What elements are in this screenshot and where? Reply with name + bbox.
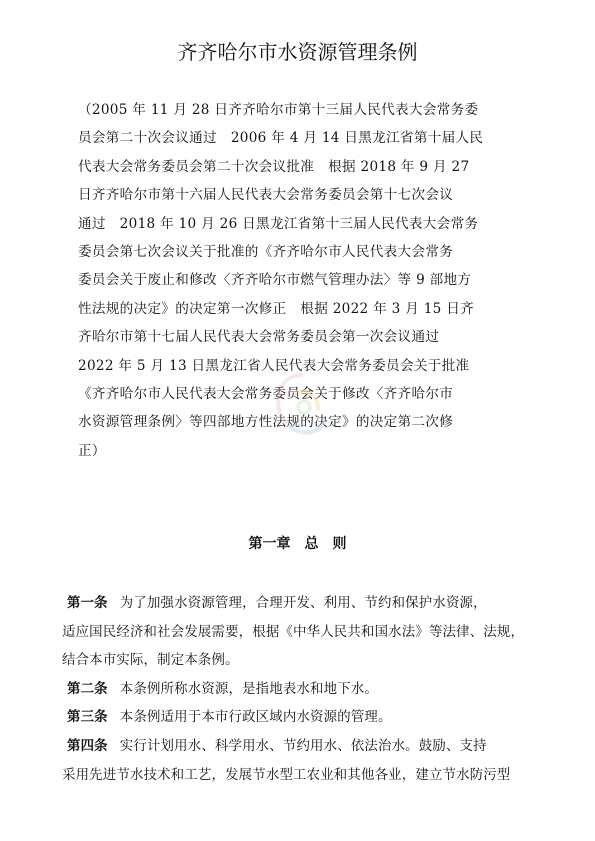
preamble-line: 《齐齐哈尔市人民代表大会常务委员会关于修改〈齐齐哈尔市: [78, 386, 454, 403]
preamble-line: 委员会关于废止和修改〈齐齐哈尔市燃气管理办法〉等 9 部地方: [78, 272, 472, 289]
article-label: 第二条: [67, 681, 108, 697]
article-label: 第四条: [67, 738, 108, 754]
articles: [62, 590, 562, 790]
document-title: 齐齐哈尔市水资源管理条例: [177, 40, 418, 64]
article-1-line: [62, 590, 562, 619]
preamble-line: 日齐齐哈尔市第十六届人民代表大会常务委员会第十七次会议: [78, 187, 454, 204]
preamble-line: 2022 年 5 月 13 日黑龙江省人民代表大会常务委员会关于批准: [78, 357, 470, 374]
article-text: 本条例适用于本市行政区域内水资源的管理。: [119, 710, 392, 726]
article-2-line: [62, 676, 562, 705]
article-label: 第三条: [67, 710, 108, 726]
preamble-line: 代表大会常务委员会第二十次会议批准 根据 2018 年 9 月 27: [78, 158, 470, 175]
preamble-line: 正）: [78, 442, 106, 459]
article-3-line: [62, 704, 562, 733]
article-text: 本条例所称水资源，是指地表水和地下水。: [119, 681, 379, 697]
chapter-heading: 第一章 总 则: [248, 536, 347, 552]
preamble-line: 性法规的决定》的决定第一次修正 根据 2022 年 3 月 15 日齐: [78, 300, 475, 317]
article-text: 实行计划用水、科学用水、节约用水、依法治水。鼓励、支持: [119, 738, 487, 754]
article-1-line: 适应国民经济和社会发展需要，根据《中华人民共和国水法》等法律、法规，: [62, 624, 525, 640]
preamble-line: 通过 2018 年 10 月 26 日黑龙江省第十三届人民代表大会常务: [78, 215, 479, 232]
preamble-line: 委员会第七次会议关于批准的《齐齐哈尔市人民代表大会常务: [78, 244, 454, 261]
preamble-line: （2005 年 11 月 28 日齐齐哈尔市第十三届人民代表大会常务委: [78, 102, 479, 118]
preamble-line: 齐哈尔市第十七届人民代表大会常务委员会第一次会议通过: [78, 329, 440, 346]
preamble-line: 水资源管理条例〉等四部地方性法规的决定》的决定第二次修: [78, 414, 454, 431]
preamble-line: 员会第二十次会议通过 2006 年 4 月 14 日黑龙江省第十届人民: [78, 130, 484, 147]
article-label: 第一条: [67, 596, 108, 611]
article-4-line: 采用先进节水技术和工艺，发展节水型工农业和其他各业，建立节水防污型: [62, 767, 511, 783]
watermark-logo: [262, 365, 342, 455]
article-4-line: [62, 733, 562, 762]
article-text: 为了加强水资源管理，合理开发、利用、节约和保护水资源，: [119, 596, 487, 611]
article-1-line: 结合本市实际，制定本条例。: [62, 653, 239, 669]
